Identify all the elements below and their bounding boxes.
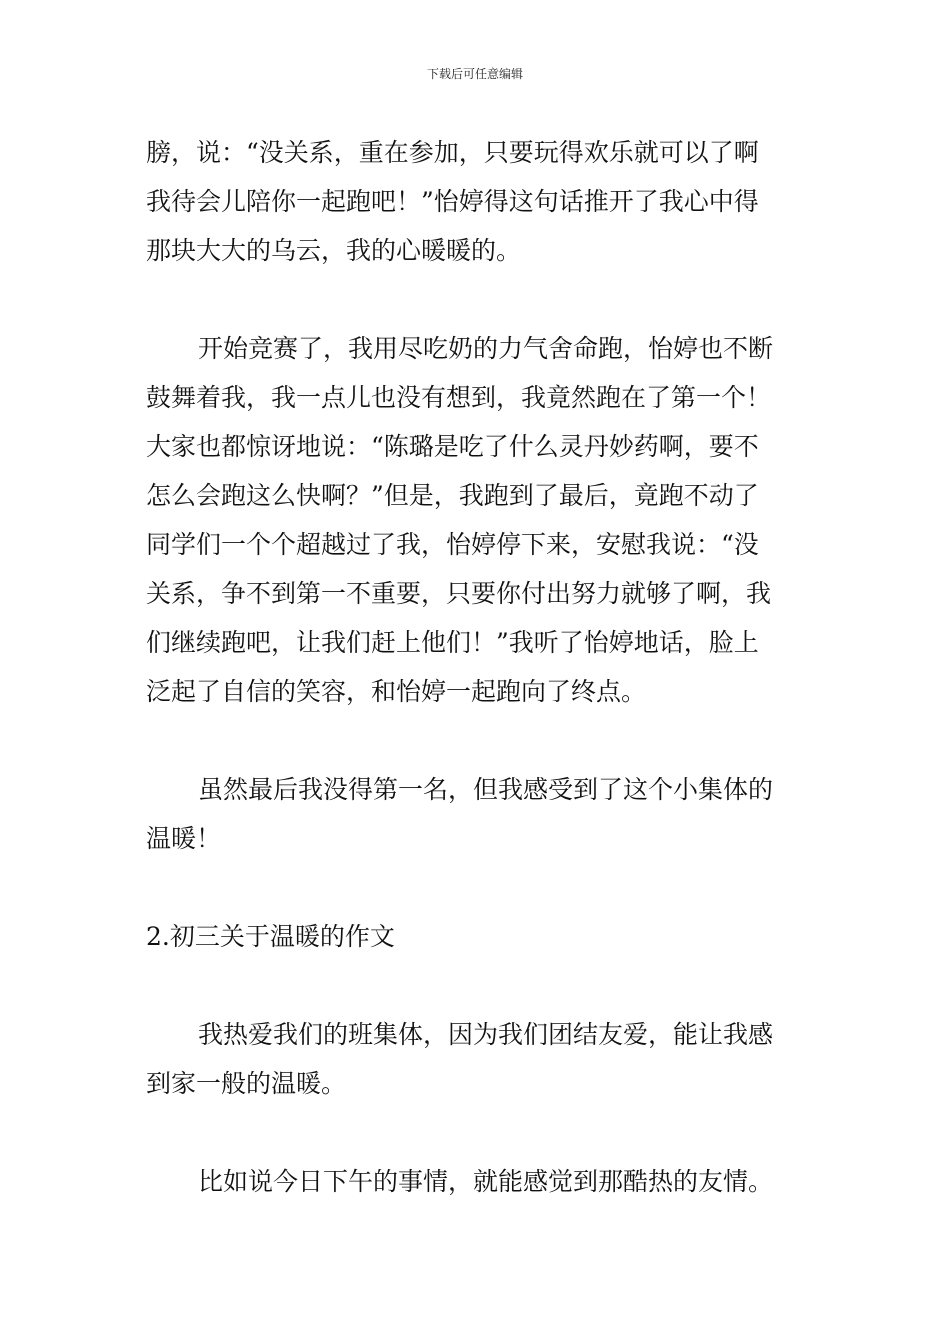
text-line: 关系，争不到第一不重要，只要你付出努力就够了啊，我 — [146, 579, 772, 608]
paragraph-afternoon — [146, 1157, 808, 1206]
paragraph-continuation — [146, 128, 808, 275]
paragraph-gap — [146, 961, 808, 1010]
text-line: 膀，说：“没关系，重在参加，只要玩得欢乐就可以了啊 — [146, 138, 759, 167]
text-line: 泛起了自信的笑容，和怡婷一起跑向了终点。 — [146, 677, 647, 706]
paragraph-gap — [146, 863, 808, 912]
paragraph-warmth — [146, 765, 808, 863]
text-line: 我热爱我们的班集体，因为我们团结友爱，能让我感 — [198, 1020, 774, 1049]
paragraph-race — [146, 324, 808, 716]
paragraph-class — [146, 1010, 808, 1108]
text-line: 虽然最后我没得第一名，但我感受到了这个小集体的 — [198, 775, 774, 804]
text-line: 怎么会跑这么快啊？”但是，我跑到了最后，竟跑不动了 — [146, 481, 759, 510]
text-line: 开始竞赛了，我用尽吃奶的力气舍命跑，怡婷也不断 — [198, 334, 774, 363]
text-line: 大家也都惊讶地说：“陈璐是吃了什么灵丹妙药啊，要不 — [146, 432, 759, 461]
text-line: 们继续跑吧，让我们赶上他们！”我听了怡婷地话，脸上 — [146, 628, 759, 657]
document-body — [146, 128, 808, 1206]
paragraph-gap — [146, 275, 808, 324]
text-line: 鼓舞着我，我一点儿也没有想到，我竟然跑在了第一个！ — [146, 383, 772, 412]
paragraph-gap — [146, 716, 808, 765]
text-line: 比如说今日下午的事情，就能感觉到那酷热的友情。 — [198, 1167, 774, 1196]
text-line: 我待会儿陪你一起跑吧！”怡婷得这句话推开了我心中得 — [146, 187, 759, 216]
section-heading — [146, 912, 808, 961]
text-line: 到家一般的温暖。 — [146, 1069, 347, 1098]
page-header: 下载后可任意编辑 — [426, 67, 523, 81]
text-line: 温暖！ — [146, 824, 222, 853]
text-line: 那块大大的乌云，我的心暖暖的。 — [146, 236, 522, 265]
text-line: 同学们一个个超越过了我，怡婷停下来，安慰我说：“没 — [146, 530, 759, 559]
paragraph-gap — [146, 1108, 808, 1157]
heading-line: 2.初三关于温暖的作文 — [146, 922, 395, 951]
